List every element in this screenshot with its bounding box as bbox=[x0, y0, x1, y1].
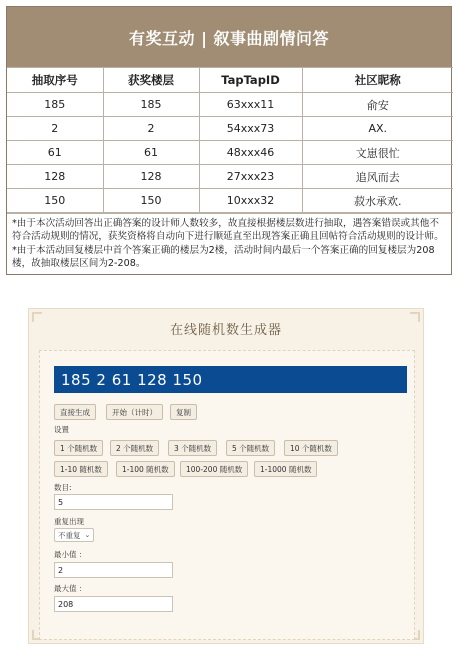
max-label: 最大值 ： bbox=[54, 584, 87, 593]
nickname-cell: 文崽很忙 bbox=[302, 141, 453, 165]
result-display: 185 2 61 128 150 bbox=[54, 366, 407, 393]
repeat-label: 重复出现 bbox=[54, 517, 84, 526]
copy-button[interactable]: 复制 bbox=[170, 404, 197, 420]
table-header-row bbox=[7, 68, 453, 93]
preset-1-count-button[interactable]: 1 个随机数 bbox=[54, 440, 103, 456]
floor-cell: 128 bbox=[103, 165, 199, 189]
settings-label: 设置 bbox=[54, 425, 69, 434]
generator-body bbox=[39, 350, 415, 640]
taptap-id-cell: 54xxx73 bbox=[199, 117, 302, 141]
range-1-10-button[interactable]: 1-10 随机数 bbox=[54, 461, 108, 477]
min-label: 最小值 ： bbox=[54, 550, 87, 559]
range-1-100-button[interactable]: 1-100 随机数 bbox=[116, 461, 175, 477]
preset-3-count-button[interactable]: 3 个随机数 bbox=[168, 440, 217, 456]
floor-cell: 2 bbox=[103, 117, 199, 141]
min-input[interactable]: 2 bbox=[54, 562, 173, 578]
count-label: 数目: bbox=[54, 483, 72, 492]
taptap-id-cell: 63xxx11 bbox=[199, 93, 302, 117]
draw-number-cell: 128 bbox=[7, 165, 103, 189]
count-input[interactable]: 5 bbox=[54, 494, 173, 510]
nickname-cell: AX. bbox=[302, 117, 453, 141]
column-header: 社区昵称 bbox=[302, 68, 453, 93]
draw-number-cell: 2 bbox=[7, 117, 103, 141]
generator-title: 在线随机数生成器 bbox=[169, 322, 282, 338]
rules-notes bbox=[7, 213, 451, 274]
preset-5-count-button[interactable]: 5 个随机数 bbox=[226, 440, 275, 456]
range-100-200-button[interactable]: 100-200 随机数 bbox=[180, 461, 248, 477]
draw-number-cell: 61 bbox=[7, 141, 103, 165]
column-header: 抽取序号 bbox=[7, 68, 103, 93]
chevron-down-icon: ⌄ bbox=[84, 531, 91, 539]
table-row bbox=[7, 141, 453, 165]
rules-note: *由于本活动回复楼层中首个答案正确的楼层为2楼，活动时间内最后一个答案正确的回复楼层为208楼，故抽取楼层区间为2-208。 bbox=[12, 245, 435, 269]
table-row bbox=[7, 93, 453, 117]
floor-cell: 185 bbox=[103, 93, 199, 117]
repeat-select[interactable] bbox=[54, 528, 94, 542]
repeat-select-value: 不重复 bbox=[58, 530, 81, 540]
table-row bbox=[7, 189, 453, 213]
taptap-id-cell: 48xxx46 bbox=[199, 141, 302, 165]
preset-2-count-button[interactable]: 2 个随机数 bbox=[110, 440, 159, 456]
taptap-id-cell: 10xxx32 bbox=[199, 189, 302, 213]
range-1-1000-button[interactable]: 1-1000 随机数 bbox=[254, 461, 317, 477]
random-generator-panel bbox=[28, 308, 424, 644]
draw-number-cell: 185 bbox=[7, 93, 103, 117]
table-row bbox=[7, 165, 453, 189]
taptap-id-cell: 27xxx23 bbox=[199, 165, 302, 189]
generate-button[interactable]: 直接生成 bbox=[54, 404, 96, 420]
announcement-title: 有奖互动 | 叙事曲剧情问答 bbox=[7, 7, 451, 67]
nickname-cell: 追风而去 bbox=[302, 165, 453, 189]
announcement-panel bbox=[6, 6, 452, 275]
start-timer-button[interactable]: 开始（计时） bbox=[106, 404, 163, 420]
max-input[interactable]: 208 bbox=[54, 596, 173, 612]
table-row bbox=[7, 117, 453, 141]
winners-table bbox=[7, 67, 453, 213]
floor-cell: 61 bbox=[103, 141, 199, 165]
floor-cell: 150 bbox=[103, 189, 199, 213]
draw-number-cell: 150 bbox=[7, 189, 103, 213]
column-header: TapTapID bbox=[199, 68, 302, 93]
column-header: 获奖楼层 bbox=[103, 68, 199, 93]
nickname-cell: 俞安 bbox=[302, 93, 453, 117]
nickname-cell: 菽水承欢. bbox=[302, 189, 453, 213]
preset-10-count-button[interactable]: 10 个随机数 bbox=[284, 440, 338, 456]
rules-note: *由于本次活动回答出正确答案的设计师人数较多，故直接根据楼层数进行抽取，遇答案错误或其他不符合活动规则的情况，获奖资格将自动向下进行顺延直至出现答案正确且回帖符合活动规则的设计师。 bbox=[12, 218, 444, 242]
